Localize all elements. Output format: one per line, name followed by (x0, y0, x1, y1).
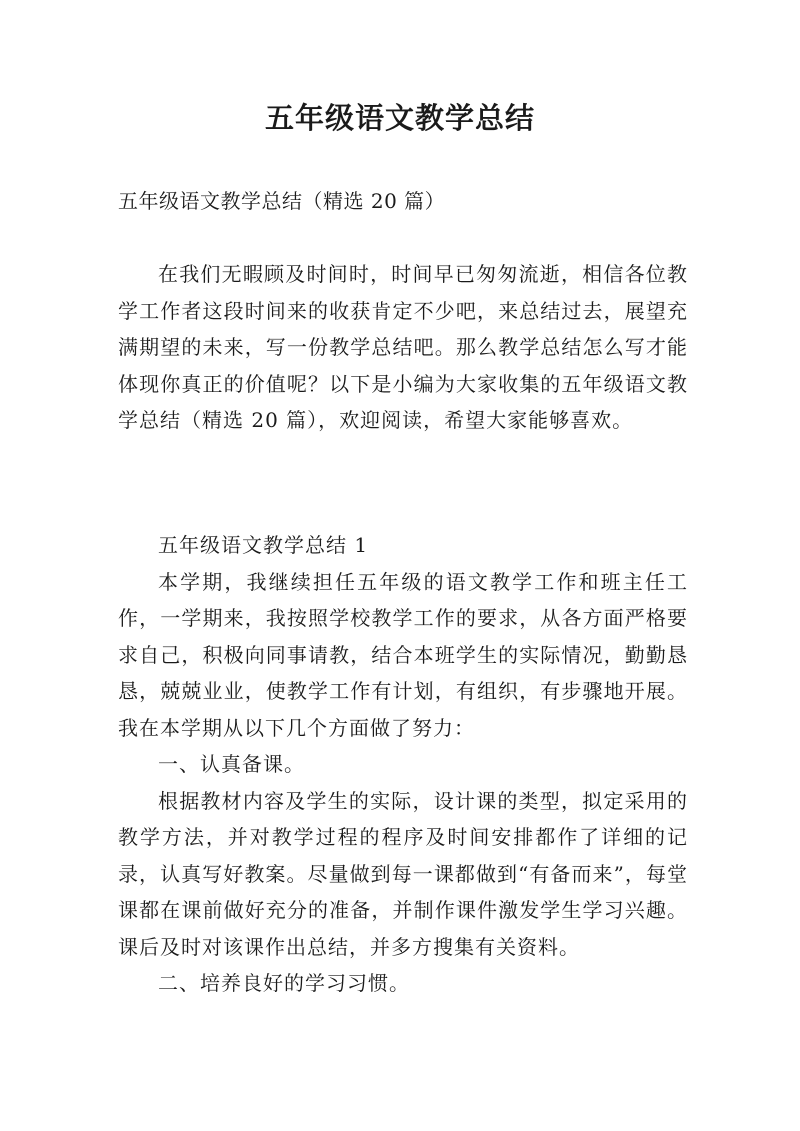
subheading: 一、认真备课。 (158, 752, 305, 776)
intro-paragraph: 在我们无暇顾及时间时，时间早已匆匆流逝，相信各位教学工作者这段时间来的收获肯定不少吧，来总结过去，展望充满期望的未来，写一份教学总结吧。那么教学总结怎么写才能体现你真正的价值呢？以下是小编为大家收集的五年级语文教学总结（精选 20 篇），欢迎阅读，希望大家能够喜欢。 (118, 262, 688, 432)
body-paragraph: 本学期，我继续担任五年级的语文教学工作和班主任工作，一学期来，我按照学校教学工作的要求，从各方面严格要求自己，积极向同事请教，结合本班学生的实际情况，勤勤恳恳，兢兢业业，使教学工作有计划，有组织，有步骤地开展。我在本学期从以下几个方面做了努力： (118, 569, 688, 740)
section-1 (118, 527, 688, 1002)
intro-block (118, 256, 688, 439)
document-subtitle: 五年级语文教学总结（精选 20 篇） (118, 189, 446, 213)
section-heading: 五年级语文教学总结 1 (158, 533, 369, 557)
document-title: 五年级语文教学总结 (264, 101, 535, 135)
body-paragraph: 根据教材内容及学生的实际，设计课的类型，拟定采用的教学方法，并对教学过程的程序及时间安排都作了详细的记录，认真写好教案。尽量做到每一课都做到“有备而来”，每堂课都在课前做好充分的准备，并制作课件激发学生学习兴趣。课后及时对该课作出总结，并多方搜集有关资料。 (118, 788, 688, 959)
subheading: 二、培养良好的学习习惯。 (158, 971, 410, 995)
